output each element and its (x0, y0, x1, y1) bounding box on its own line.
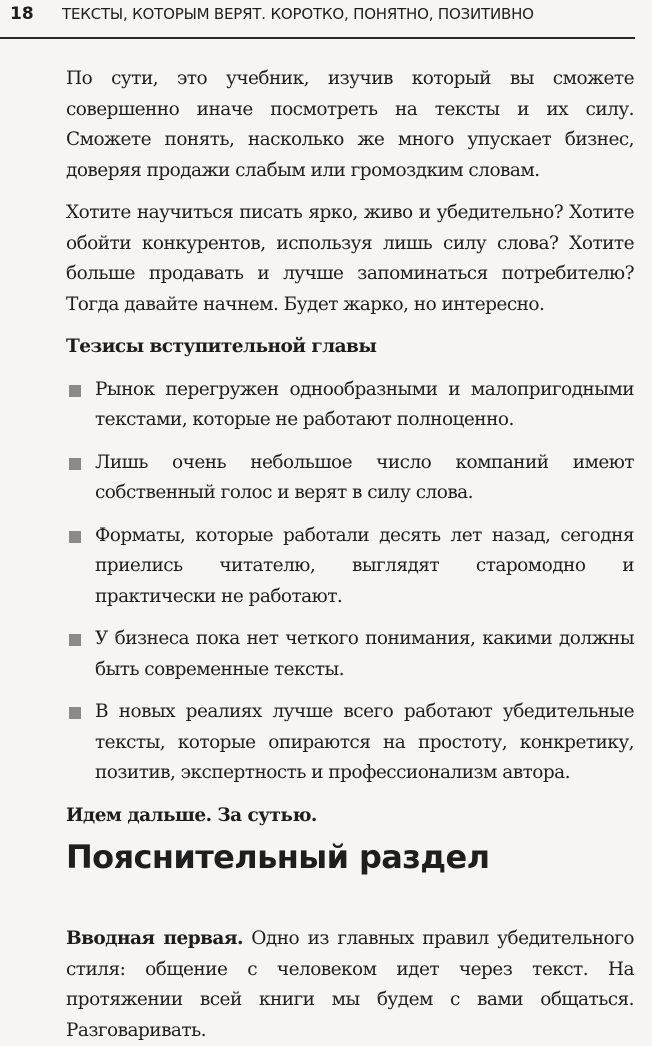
thesis-item (66, 375, 634, 436)
header-rule (0, 37, 635, 39)
thesis-item (66, 697, 634, 789)
paragraph-questions: Хотите научиться писать ярко, живо и убедительно? Хотите обойти конкурентов, используя лишь силу слова? Хотите больше продавать и лучше запоминаться потребителю? Тогда давайте начнем. Будет жарко, но интересно. (66, 202, 634, 315)
thesis-text: У бизнеса пока нет четкого понимания, какими должны быть современные тексты. (95, 628, 634, 680)
paragraph-intro: По сути, это учебник, изучив который вы сможете совершенно иначе посмотреть на тексты и их силу. Сможете понять, насколько же много упускает бизнес, доверяя продажи слабым или громоздким словам. (66, 68, 634, 181)
running-title: ТЕКСТЫ, КОТОРЫМ ВЕРЯТ. КОРОТКО, ПОНЯТНО, ПОЗИТИВНО (62, 5, 534, 23)
thesis-item (66, 624, 634, 685)
thesis-text: Форматы, которые работали десять лет назад, сегодня приелись читателю, выглядят старомодно и практически не работают. (95, 524, 634, 607)
running-header (0, 0, 652, 40)
page-number: 18 (10, 4, 34, 24)
square-bullet-icon (69, 531, 81, 543)
theses-heading: Тезисы вступительной главы (66, 336, 377, 357)
square-bullet-icon (69, 707, 81, 719)
square-bullet-icon (69, 634, 81, 646)
thesis-text: Рынок перегружен однообразными и малопригодными текстами, которые не работают полноценно. (95, 378, 634, 430)
section-paragraph (66, 924, 634, 1046)
section-lead-in: Вводная первая. (66, 928, 243, 949)
thesis-item (66, 448, 634, 509)
square-bullet-icon (69, 385, 81, 397)
main-text (66, 64, 634, 831)
square-bullet-icon (69, 458, 81, 470)
thesis-text: В новых реалиях лучше всего работают убедительные тексты, которые опираются на простоту, конкретику, позитив, экспертность и профессионализм автора. (95, 701, 634, 783)
section-text: Одно из главных правил убедительного стиля: общение с человеком идет через текст. На протяжении всей книги мы будем с вами общаться. Разговаривать. (66, 928, 634, 1041)
thesis-item (66, 521, 634, 613)
thesis-text: Лишь очень небольшое число компаний имеют собственный голос и верят в силу слова. (95, 451, 634, 503)
section-title: Пояснительный раздел (66, 838, 490, 876)
theses-closing: Идем дальше. За сутью. (66, 804, 317, 826)
theses-list (66, 375, 634, 789)
